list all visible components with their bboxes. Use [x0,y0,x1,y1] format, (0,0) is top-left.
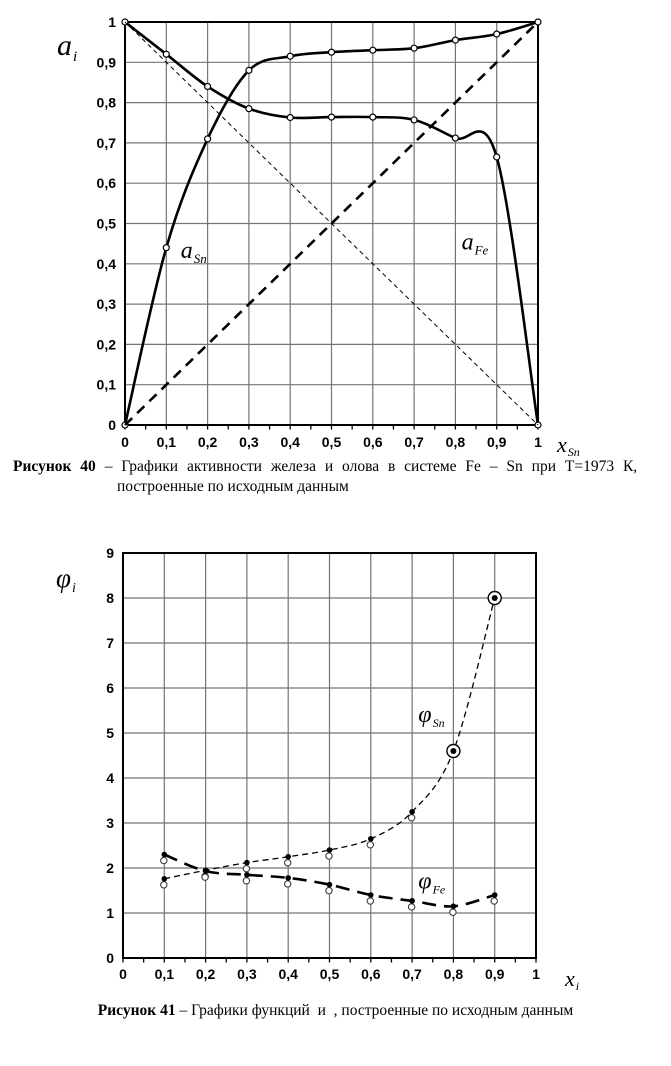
data-point-dot [285,854,291,860]
svg-text:0,7: 0,7 [96,134,116,151]
svg-text:0,8: 0,8 [443,966,464,982]
data-point-marker [370,114,376,120]
data-point-circle [491,898,497,904]
svg-text:0,2: 0,2 [197,434,218,450]
svg-text:0,6: 0,6 [96,175,116,192]
data-point-circle [367,842,373,848]
svg-text:0,9: 0,9 [96,54,116,71]
data-point-marker [287,115,293,121]
data-point-marker [370,47,376,53]
data-point-marker [205,83,211,89]
svg-text:0,5: 0,5 [321,434,342,450]
grid [123,553,536,958]
svg-text:0,6: 0,6 [363,434,383,450]
data-point-marker [287,53,293,59]
svg-text:8: 8 [106,590,114,606]
svg-text:0,8: 0,8 [96,94,116,111]
data-point-circle [326,887,332,893]
data-point-dot [451,903,457,909]
data-point-marker [494,31,500,37]
svg-text:0,3: 0,3 [237,966,257,982]
figure-40-chart [0,0,671,456]
data-point-circle [243,878,249,884]
data-point-circle [161,882,167,888]
data-point-dot [409,809,415,815]
svg-text:0,2: 0,2 [96,336,116,353]
figure-40-caption-number: Рисунок 40 [13,458,96,475]
svg-text:1: 1 [108,14,116,30]
svg-text:0,3: 0,3 [96,296,116,313]
svg-text:0: 0 [108,417,116,433]
svg-text:0,7: 0,7 [402,966,422,982]
x-tick-labels [121,434,542,450]
svg-text:0,4: 0,4 [96,255,116,272]
svg-text:0,2: 0,2 [195,966,216,982]
y-tick-labels [106,545,114,966]
data-point-dot [162,852,168,858]
svg-text:0: 0 [106,950,114,966]
data-point-dot [162,876,168,882]
svg-text:2: 2 [106,860,114,876]
data-point-dot [450,748,456,754]
svg-text:4: 4 [106,770,114,786]
data-point-marker [246,67,252,73]
svg-text:3: 3 [106,815,114,831]
data-point-dot [244,860,250,866]
data-point-marker [205,136,211,142]
svg-text:9: 9 [106,545,114,561]
data-point-circle [326,853,332,859]
svg-text:0: 0 [119,966,127,982]
svg-text:0,8: 0,8 [445,434,466,450]
x-axis-title: xSn [557,432,580,456]
data-point-circle [408,815,414,821]
data-point-marker [329,114,335,120]
svg-text:1: 1 [106,905,114,921]
curve-label-phi_Sn: $\varphi_{Sn}$ [418,701,445,730]
data-point-marker [246,106,252,112]
svg-text:0: 0 [121,434,129,450]
svg-text:0,4: 0,4 [278,966,298,982]
figure-41-caption-text: – Графики функций и , построенные по исходным данным [175,1002,574,1019]
svg-text:0,9: 0,9 [486,434,507,450]
curve-label-a_Sn: $a_{Sn}$ [180,237,207,266]
data-point-circle [202,874,208,880]
data-point-marker [411,45,417,51]
svg-text:0,5: 0,5 [319,966,340,982]
y-axis-title: φi [56,563,76,596]
data-point-circle [367,898,373,904]
data-point-dot [492,595,498,601]
y-axis-title: $a_i$ [57,29,78,65]
data-point-marker [535,19,541,25]
figure-41-caption [0,1001,671,1021]
svg-text:5: 5 [106,725,114,741]
svg-text:1: 1 [534,434,542,450]
svg-text:0,4: 0,4 [280,434,300,450]
figure-40-caption-line2: построенные по исходным данным [117,477,349,495]
data-point-dot [244,872,250,878]
svg-text:0,1: 0,1 [156,434,177,450]
x-axis-title: xi [565,966,580,993]
figure-40-caption-line1 [13,457,663,477]
svg-text:0,3: 0,3 [239,434,259,450]
data-point-dot [327,847,333,853]
svg-text:0,1: 0,1 [96,376,116,393]
data-point-dot [368,892,374,898]
data-point-circle [285,860,291,866]
data-point-dot [327,882,333,888]
data-point-circle [408,904,414,910]
svg-text:0,5: 0,5 [96,215,116,232]
data-point-marker [163,245,169,251]
data-point-circle [285,881,291,887]
data-point-dot [409,898,415,904]
data-point-dot [368,836,374,842]
svg-text:0,1: 0,1 [154,966,175,982]
data-point-dot [492,892,498,898]
figure-41-caption-number: Рисунок 41 [97,1002,176,1019]
curve-label-a_Fe: $a_{Fe}$ [461,229,489,258]
data-point-marker [411,117,417,123]
figure-40-caption [13,457,663,496]
data-point-dot [285,875,291,881]
figure-40-caption-text: – Графики активности железа и олова в системе Fe – Sn при Т=1973 К, [95,458,638,475]
data-point-marker [494,154,500,160]
series-phi_Sn [161,592,502,889]
data-point-circle [450,909,456,915]
data-point-circle [161,857,167,863]
data-point-marker [329,49,335,55]
x-tick-labels [119,966,540,982]
svg-text:0,9: 0,9 [484,966,505,982]
data-point-dot [203,868,209,874]
y-tick-labels [97,14,117,433]
svg-text:1: 1 [532,966,540,982]
data-point-marker [452,37,458,43]
svg-text:0,6: 0,6 [361,966,381,982]
svg-text:6: 6 [106,680,114,696]
data-point-circle [243,865,249,871]
data-point-marker [452,135,458,141]
figure-41-chart [0,530,671,1001]
data-point-marker [163,51,169,57]
svg-text:0,7: 0,7 [404,434,424,450]
curve-label-phi_Fe: $\varphi_{Fe}$ [418,868,446,897]
svg-text:7: 7 [106,635,114,651]
